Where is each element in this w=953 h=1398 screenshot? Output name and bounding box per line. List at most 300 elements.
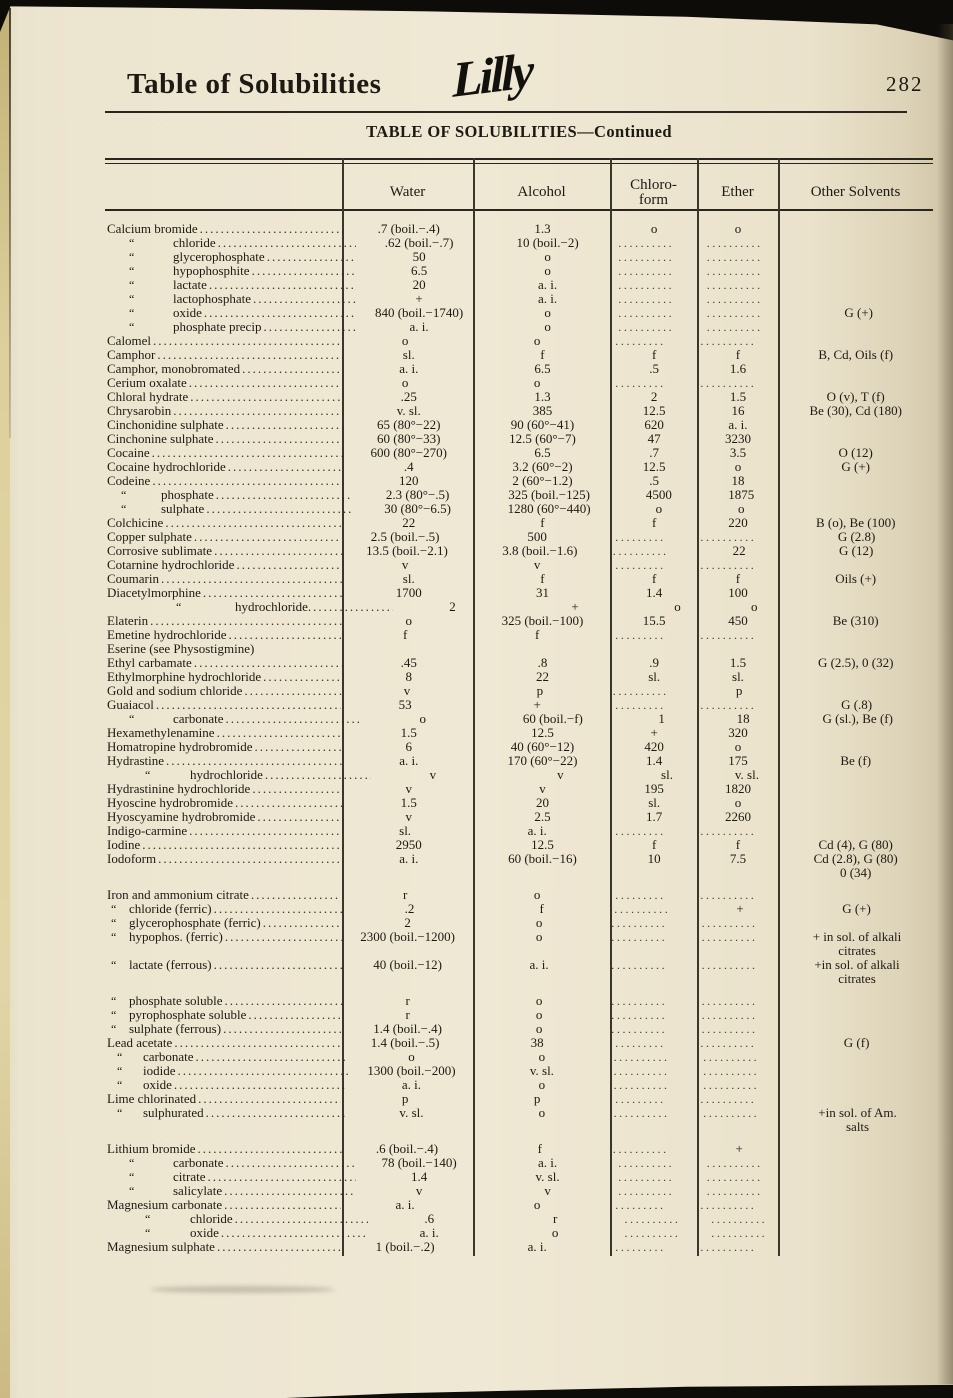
cell-ether: .......... — [701, 994, 758, 1008]
dot-leader — [195, 1142, 342, 1156]
cell-water: 1300 (boil.−200) — [367, 1064, 456, 1078]
dot-leader — [156, 852, 343, 866]
dot-leader — [204, 502, 353, 516]
cell-chloroform: 620 — [644, 418, 664, 432]
cell-water: a. i. — [395, 1198, 415, 1212]
cell-alcohol: v — [544, 1184, 551, 1198]
substance-name: hypophos. (ferric) — [129, 930, 223, 944]
table-body — [105, 222, 933, 1254]
other-solvents-line1: G (+) — [842, 902, 871, 916]
substance-name: salicylate — [173, 1184, 223, 1198]
cell-alcohol: 3.8 (boil.−1.6) — [502, 544, 578, 558]
cell-alcohol: 1.3 — [534, 222, 551, 236]
cell-alcohol: 6.5 — [534, 446, 551, 460]
cell-ether: .......... — [700, 530, 757, 544]
cell-substance — [105, 684, 342, 698]
cell-alcohol: o — [538, 1078, 546, 1092]
cell-chloroform: .......... — [614, 902, 671, 916]
table-row — [105, 740, 933, 754]
dot-leader — [233, 796, 343, 810]
cell-alcohol: p — [533, 1092, 541, 1106]
table-row — [105, 1198, 933, 1212]
cell-alcohol: v — [557, 768, 564, 782]
dot-leader — [224, 1156, 357, 1170]
row-gap — [105, 880, 933, 888]
cell-ether: .......... — [701, 1022, 758, 1036]
cell-substance — [105, 930, 343, 944]
cell-substance — [105, 1050, 348, 1064]
cell-ether: 1.5 — [729, 656, 747, 670]
substance-name: chloride (ferric) — [129, 902, 212, 916]
other-solvents-line2: citrates — [838, 943, 876, 958]
cell-other-solvents — [780, 530, 933, 544]
cell-alcohol: o — [535, 916, 543, 930]
cell-water: .45 — [400, 656, 417, 670]
cell-ether: .......... — [703, 1064, 760, 1078]
other-solvents-line1: Cd (2.8), G (80) — [813, 852, 898, 866]
cell-chloroform: 195 — [644, 782, 664, 796]
cell-alcohol: o — [533, 376, 541, 390]
substance-name: phosphate — [161, 488, 214, 502]
cell-chloroform: .......... — [609, 698, 666, 712]
cell-chloroform: f — [652, 516, 657, 530]
scan-edge-top — [0, 0, 953, 42]
ditto-mark: “ — [117, 1064, 123, 1078]
table-row — [105, 558, 933, 572]
substance-name: glycerophosphate (ferric) — [129, 916, 261, 930]
cell-chloroform: .......... — [609, 530, 666, 544]
pencil-smudge — [150, 1286, 335, 1293]
dot-leader — [172, 1036, 340, 1050]
ditto-mark: “ — [129, 278, 135, 292]
cell-alcohol: o — [535, 1022, 543, 1036]
substance-name: Diacetylmorphine — [107, 586, 201, 600]
ditto-mark: “ — [145, 1212, 151, 1226]
cell-chloroform: 1.4 — [646, 754, 663, 768]
cell-substance — [105, 488, 353, 502]
cell-ether: .......... — [701, 1008, 758, 1022]
table-row — [105, 656, 933, 670]
cell-alcohol: o — [544, 264, 551, 278]
cell-ether: .......... — [706, 320, 763, 334]
dot-leader — [223, 994, 344, 1008]
substance-name: chloride — [173, 236, 216, 250]
cell-ether: 3230 — [724, 432, 751, 446]
table-row — [105, 446, 933, 460]
cell-substance — [105, 404, 343, 418]
page-crease — [9, 8, 11, 438]
dot-leader — [187, 376, 341, 390]
cell-water: 1.5 — [400, 726, 417, 740]
cell-alcohol: r — [552, 1212, 558, 1226]
dot-leader — [192, 656, 344, 670]
col-header-ether: Ether — [721, 184, 754, 200]
cell-alcohol: v — [533, 558, 541, 572]
cell-water: a. i. — [401, 1078, 422, 1092]
cell-chloroform: .......... — [618, 1184, 675, 1198]
substance-name: Chrysarobin — [107, 404, 172, 418]
table-row — [105, 754, 933, 768]
cell-substance — [105, 1198, 341, 1212]
cell-chloroform: 12.5 — [642, 404, 666, 418]
cell-alcohol: 60 (boil.−f) — [522, 712, 583, 726]
table-row — [105, 600, 933, 614]
lilly-logo: Lilly — [451, 42, 532, 108]
cell-water: 8 — [405, 670, 413, 684]
cell-water: 1.4 — [410, 1170, 428, 1184]
cell-ether: 1875 — [728, 488, 755, 502]
header-underline — [105, 209, 933, 211]
cell-alcohol: 2.5 — [534, 810, 551, 824]
cell-ether: 18 — [731, 474, 745, 488]
substance-name: Ethyl carbamate — [107, 656, 192, 670]
cell-other-solvents — [780, 1036, 933, 1050]
cell-ether: .......... — [701, 958, 758, 972]
table-row — [105, 362, 933, 376]
cell-ether: o — [734, 740, 742, 754]
cell-alcohol: 170 (60°−22) — [507, 754, 578, 768]
table-row — [105, 614, 933, 628]
ditto-mark: “ — [117, 1106, 123, 1120]
cell-ether: f — [735, 838, 741, 852]
table-row — [105, 628, 933, 642]
cell-alcohol: v. sl. — [529, 1064, 554, 1078]
cell-alcohol: o — [535, 994, 543, 1008]
ditto-mark: “ — [111, 958, 117, 972]
cell-alcohol: v — [539, 782, 546, 796]
substance-name: glycerophosphate — [173, 250, 265, 264]
table-row — [105, 1092, 933, 1106]
cell-substance — [105, 1156, 356, 1170]
cell-substance — [105, 916, 343, 930]
cell-alcohol: v. sl. — [535, 1170, 560, 1184]
cell-chloroform: .......... — [609, 628, 666, 642]
substance-name: oxide — [190, 1226, 219, 1240]
table-row — [105, 824, 933, 838]
cell-water: sl. — [399, 824, 412, 838]
cell-substance — [105, 810, 343, 824]
cell-ether: .......... — [703, 1078, 760, 1092]
cell-water: + — [415, 292, 423, 306]
cell-substance — [105, 628, 341, 642]
table-row — [105, 1064, 933, 1078]
table-row — [105, 404, 933, 418]
cell-alcohol: a. i. — [538, 1156, 558, 1170]
cell-other-solvents — [778, 614, 933, 628]
cell-substance — [105, 796, 343, 810]
cell-alcohol: 31 — [535, 586, 549, 600]
cell-substance — [105, 888, 341, 902]
cell-ether: .......... — [706, 306, 763, 320]
other-solvents-line1: G (sl.), Be (f) — [822, 712, 893, 726]
cell-alcohol: a. i. — [538, 292, 558, 306]
cell-alcohol: f — [537, 1142, 542, 1156]
substance-name: hydrochloride — [190, 768, 263, 782]
cell-alcohol: o — [533, 334, 541, 348]
ditto-mark: “ — [129, 236, 135, 250]
cell-alcohol: 10 (boil.−2) — [516, 236, 579, 250]
cell-ether: + — [736, 902, 744, 916]
ditto-mark: “ — [111, 902, 117, 916]
head-rule — [105, 111, 907, 113]
cell-alcohol: a. i. — [527, 824, 547, 838]
cell-ether: .......... — [706, 250, 763, 264]
substance-name: lactate — [173, 278, 207, 292]
cell-ether: .......... — [706, 1184, 763, 1198]
cell-water: a. i. — [399, 852, 419, 866]
cell-ether: o — [734, 460, 742, 474]
col-header-chloroform: Chloro- form — [630, 177, 677, 208]
cell-other-solvents — [781, 958, 933, 986]
cell-water: 600 (80°−270) — [370, 446, 447, 460]
dot-leader — [242, 684, 342, 698]
substance-name: Colchicine — [107, 516, 164, 530]
table-row — [105, 460, 933, 474]
cell-ether: .......... — [701, 916, 758, 930]
dot-leader — [148, 614, 343, 628]
cell-ether: 7.5 — [729, 852, 747, 866]
cell-water: a. i. — [419, 1226, 439, 1240]
other-solvents-line1: G (f) — [843, 1036, 870, 1050]
table-row — [105, 264, 933, 278]
cell-other-solvents — [783, 712, 934, 726]
cell-substance — [105, 530, 341, 544]
cell-water: .4 — [403, 460, 414, 474]
dot-leader — [215, 726, 344, 740]
table-row — [105, 236, 933, 250]
dot-leader — [261, 320, 356, 334]
cell-chloroform: 1.7 — [646, 810, 663, 824]
cell-chloroform: .......... — [618, 1156, 675, 1170]
cell-ether: .......... — [706, 264, 763, 278]
ditto-mark: “ — [111, 930, 117, 944]
dot-leader — [204, 1106, 348, 1120]
cell-ether: a. i. — [728, 418, 748, 432]
substance-name: Eserine (see Physostigmine) — [107, 642, 255, 656]
dot-leader — [223, 930, 344, 944]
cell-substance — [105, 376, 341, 390]
cell-ether: 1820 — [724, 782, 751, 796]
cell-substance — [105, 1212, 368, 1226]
dot-leader — [311, 600, 393, 614]
dot-leader — [207, 278, 356, 292]
other-solvents-line1: O (v), T (f) — [826, 390, 885, 404]
cell-ether: 3.5 — [729, 446, 747, 460]
substance-name: Copper sulphate — [107, 530, 192, 544]
cell-water: 53 — [398, 698, 412, 712]
other-solvents-line1: O (12) — [838, 446, 873, 460]
substance-name: sulphate (ferrous) — [129, 1022, 222, 1036]
cell-chloroform: .......... — [624, 1212, 681, 1226]
cell-chloroform: f — [652, 838, 657, 852]
dot-leader — [205, 1170, 356, 1184]
cell-substance — [105, 348, 343, 362]
ditto-mark: “ — [145, 1226, 151, 1240]
ditto-mark: “ — [129, 306, 135, 320]
cell-chloroform: 4500 — [645, 488, 672, 502]
cell-chloroform: .......... — [609, 1198, 666, 1212]
table-row — [105, 278, 933, 292]
other-solvents-line1: + in sol. of alkali — [812, 930, 902, 944]
substance-name: Cinchonidine sulphate — [107, 418, 224, 432]
dot-leader — [201, 586, 344, 600]
substance-name: Lead acetate — [107, 1036, 173, 1050]
cell-chloroform: .......... — [612, 1142, 669, 1156]
cell-substance — [105, 516, 343, 530]
dot-leader — [194, 1050, 348, 1064]
dot-leader — [192, 530, 341, 544]
cell-other-solvents — [780, 698, 933, 712]
cell-water: 20 — [412, 278, 426, 292]
cell-substance — [105, 712, 359, 726]
other-solvents-line1: Be (f) — [840, 754, 872, 768]
substance-name: citrate — [173, 1170, 206, 1184]
cell-water: v — [405, 782, 413, 796]
substance-name: Corrosive sublimate — [107, 544, 213, 558]
other-solvents-line1: Oils (+) — [835, 572, 877, 586]
substance-name: Iron and ammonium citrate — [107, 888, 249, 902]
cell-other-solvents — [778, 572, 933, 586]
ditto-mark: “ — [129, 712, 135, 726]
cell-chloroform: sl. — [661, 768, 673, 782]
cell-chloroform: .......... — [618, 264, 675, 278]
ditto-mark: “ — [111, 916, 117, 930]
cell-ether: .......... — [706, 292, 763, 306]
cell-ether: .......... — [700, 558, 757, 572]
cell-water: 6 — [405, 740, 413, 754]
cell-other-solvents — [778, 348, 933, 362]
cell-substance — [105, 1036, 341, 1050]
cell-water: sl. — [402, 348, 415, 362]
cell-other-solvents — [779, 544, 933, 558]
substance-name: Chloral hydrate — [107, 390, 189, 404]
cell-substance — [105, 572, 343, 586]
cell-chloroform: .......... — [612, 684, 669, 698]
cell-alcohol: o — [535, 1008, 543, 1022]
row-gap — [105, 986, 933, 994]
cell-ether: .......... — [706, 1170, 763, 1184]
cell-substance — [105, 446, 343, 460]
cell-substance — [105, 670, 343, 684]
cell-ether: .......... — [706, 278, 763, 292]
table-row — [105, 1184, 933, 1198]
cell-substance — [105, 250, 356, 264]
cell-ether: .......... — [700, 1240, 757, 1254]
cell-chloroform: .......... — [618, 250, 675, 264]
cell-chloroform: 1 — [658, 712, 665, 726]
cell-chloroform: sl. — [648, 796, 661, 810]
cell-alcohol: f — [540, 348, 545, 362]
table-row — [105, 670, 933, 684]
cell-alcohol: f — [539, 902, 544, 916]
substance-name: Cerium oxalate — [107, 376, 187, 390]
cell-chloroform: .5 — [649, 474, 660, 488]
cell-alcohol: 6.5 — [534, 362, 551, 376]
cell-alcohol: f — [534, 628, 540, 642]
col-header-alcohol: Alcohol — [517, 184, 566, 200]
cell-alcohol: f — [540, 516, 545, 530]
dot-leader — [151, 334, 341, 348]
cell-water: 6.5 — [410, 264, 428, 278]
cell-water: 50 — [412, 250, 426, 264]
dot-leader — [222, 1184, 356, 1198]
substance-name: carbonate — [173, 712, 224, 726]
cell-water: v — [415, 1184, 423, 1198]
dot-leader — [202, 306, 356, 320]
cell-substance — [105, 432, 343, 446]
cell-water: r — [405, 1008, 410, 1022]
other-solvents-line1: G (12) — [839, 544, 874, 558]
cell-alcohol: o — [538, 1050, 546, 1064]
cell-ether: .......... — [711, 1212, 768, 1226]
cell-water: 13.5 (boil.−2.1) — [366, 544, 448, 558]
dot-leader — [155, 348, 343, 362]
cell-other-solvents — [780, 902, 933, 916]
table-row — [105, 320, 933, 334]
cell-water: 1 (boil.−.2) — [375, 1240, 435, 1254]
cell-other-solvents — [778, 404, 933, 418]
cell-water: 120 — [399, 474, 419, 488]
cell-ether: .......... — [700, 628, 757, 642]
cell-chloroform: .......... — [609, 1036, 666, 1050]
substance-name: Guaiacol — [107, 698, 154, 712]
cell-water: 2950 — [395, 838, 422, 852]
table-row — [105, 1106, 933, 1134]
cell-substance — [105, 222, 343, 236]
cell-substance — [105, 642, 343, 656]
substance-name: Camphor, monobromated — [107, 362, 241, 376]
substance-name: Lithium bromide — [107, 1142, 196, 1156]
table-row — [105, 684, 933, 698]
cell-chloroform: o — [655, 502, 663, 516]
cell-chloroform: .......... — [609, 824, 666, 838]
cell-water: f — [402, 628, 408, 642]
cell-water: 2300 (boil.−1200) — [360, 930, 456, 944]
cell-water: r — [402, 888, 408, 902]
substance-name: Hydrastine — [107, 754, 165, 768]
cell-water: 1.4 (boil.−.5) — [370, 1036, 440, 1050]
dot-leader — [234, 558, 340, 572]
cell-ether: v. sl. — [734, 768, 759, 782]
page-number: 282 — [886, 72, 924, 96]
cell-other-solvents — [778, 656, 933, 670]
other-solvents-line1: Cd (4), G (80) — [818, 838, 893, 852]
ditto-mark: “ — [129, 1184, 135, 1198]
dot-leader — [214, 488, 354, 502]
dot-leader — [154, 698, 341, 712]
cell-substance — [105, 958, 343, 972]
dot-leader — [226, 460, 344, 474]
other-solvents-line1: B (o), Be (100) — [815, 516, 896, 530]
cell-alcohol: + — [533, 698, 541, 712]
substance-name: phosphate precip — [173, 320, 262, 334]
cell-water: v. sl. — [399, 1106, 424, 1120]
cell-water: v. sl. — [396, 404, 421, 418]
dot-leader — [150, 446, 344, 460]
cell-other-solvents — [781, 930, 933, 958]
dot-leader — [261, 916, 344, 930]
table-row — [105, 348, 933, 362]
cell-chloroform: .......... — [618, 306, 675, 320]
table-row — [105, 334, 933, 348]
cell-ether: 450 — [728, 614, 748, 628]
ditto-mark: “ — [121, 502, 127, 516]
cell-water: v — [429, 768, 437, 782]
dot-leader — [171, 404, 343, 418]
cell-alcohol: .8 — [537, 656, 548, 670]
cell-alcohol: o — [538, 1106, 546, 1120]
cell-substance — [105, 278, 356, 292]
